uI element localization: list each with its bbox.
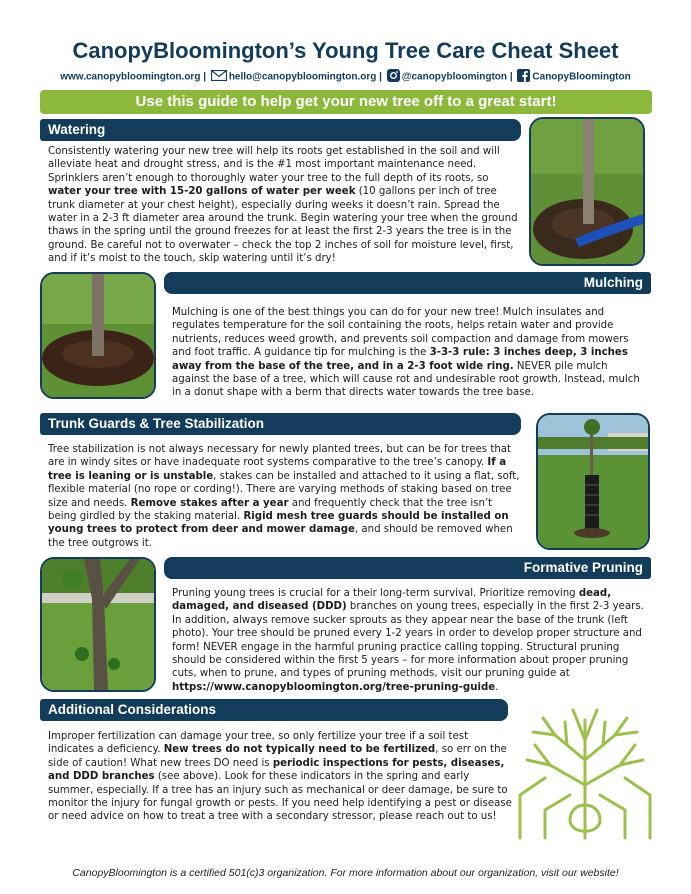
mulching-photo: [40, 272, 156, 399]
tree-logo-icon: [515, 700, 655, 840]
email-icon: [211, 70, 227, 84]
separator: |: [379, 71, 382, 83]
mulching-heading: Mulching: [164, 272, 651, 294]
stabilization-heading: Trunk Guards & Tree Stabilization: [40, 413, 521, 435]
website-link[interactable]: www.canopybloomington.org: [60, 71, 201, 83]
facebook-icon: [517, 69, 530, 85]
watering-heading: Watering: [40, 119, 521, 141]
additional-heading: Additional Considerations: [40, 699, 508, 721]
pruning-photo: [40, 557, 156, 692]
instagram-icon: [387, 69, 400, 85]
pruning-text: Pruning young trees is crucial for a their long-term survival. Prioritize removing dead, damaged, and diseased (DDD) branches on young trees, especially in the first 2-3 years. In addition, always remove sucker sprouts as they appear near the base of the trunk (left photo). Your tree should be pruned every 1-2 years in order to develop proper structure and form! NEVER engage in the harmful pruning practice calling topping. Structural pruning should be considered within the first 5 years – for more information about proper pruning cuts, when to prune, and types of pruning methods, visit our pruning guide at https://www.canopybloomington.org/tree-pruning-guide.: [172, 588, 644, 693]
contact-line: [0, 69, 691, 85]
separator: |: [509, 71, 513, 83]
instagram-handle[interactable]: @canopybloomington: [401, 71, 508, 83]
watering-text: Consistently watering your new tree will help its roots get established in the soil and will alleviate heat and drought stress, and is the #1 most important maintenance need. Sprinklers aren’t enough to thoroughly water your tree to the full depth of its roots, so water your tree with 15-20 gallons of water per week (10 gallons per inch of tree trunk diameter at your chest height), especially during weeks it doesn’t rain. Spread the water in a 2-3 ft diameter area around the trunk. Begin watering your tree when the ground thaws in the spring until the ground freezes for at least the first 2-3 years the tree is in the ground. Be careful not to overwater – check the top 2 inches of soil for moisture level, first, and if it’s moist to the touch, skip watering until it’s dry!: [48, 146, 518, 265]
facebook-handle[interactable]: CanopyBloomington: [532, 71, 631, 83]
watering-photo: [529, 117, 645, 266]
pruning-heading: Formative Pruning: [164, 557, 651, 579]
separator: |: [203, 71, 207, 83]
mulching-text: Mulching is one of the best things you can do for your new tree! Mulch insulates and regulates temperature for the soil containing the roots, helps retain water and provide nutrients, reduces weed growth, and prevents soil compaction and damage from mowers and foot traffic. A guidance tip for mulching is the 3-3-3 rule: 3 inches deep, 3 inches away from the base of the tree, and in a 2-3 foot wide ring. NEVER pile mulch against the base of a tree, which will cause rot and undesirable root growth. Instead, mulch in a donut shape with a berm that directs water towards the tree base.: [172, 307, 640, 399]
footer-note: CanopyBloomington is a certified 501(c)3 organization. For more information about our organization, visit our website!: [72, 867, 619, 879]
additional-text: Improper fertilization can damage your tree, so only fertilize your tree if a soil test indicates a deficiency. New trees do not typically need to be fertilized, so err on the side of caution! What new trees DO need is periodic inspections for pests, diseases, and DDD branches (see above). Look for these indicators in the spring and early summer, especially. If a tree has an injury such as mechanical or deer damage, be sure to monitor the injury for fungal growth or pests. If you need help identifying a pest or disease or need advice on how to treat a tree with a secondary stressor, please reach out to us!: [48, 731, 512, 823]
email-link[interactable]: hello@canopybloomington.org: [228, 71, 377, 83]
intro-banner: Use this guide to help get your new tree off to a great start!: [40, 90, 652, 114]
page-title: CanopyBloomington’s Young Tree Care Cheat Sheet: [72, 38, 619, 63]
tree-guard-photo: [536, 413, 650, 550]
stabilization-text: Tree stabilization is not always necessary for newly planted trees, but can be for trees that are in windy sites or have inadequate root systems comparative to the tree’s canopy. If a tree is leaning or is unstable, stakes can be installed and attached to it using a flat, soft, flexible material (no rope or cording!). There are varying methods of staking based on tree size and needs. Remove stakes after a year and frequently check that the tree isn’t being girdled by the staking material. Rigid mesh tree guards should be installed on young trees to protect from deer and mower damage, and should be removed when the tree outgrows it.: [48, 444, 520, 549]
